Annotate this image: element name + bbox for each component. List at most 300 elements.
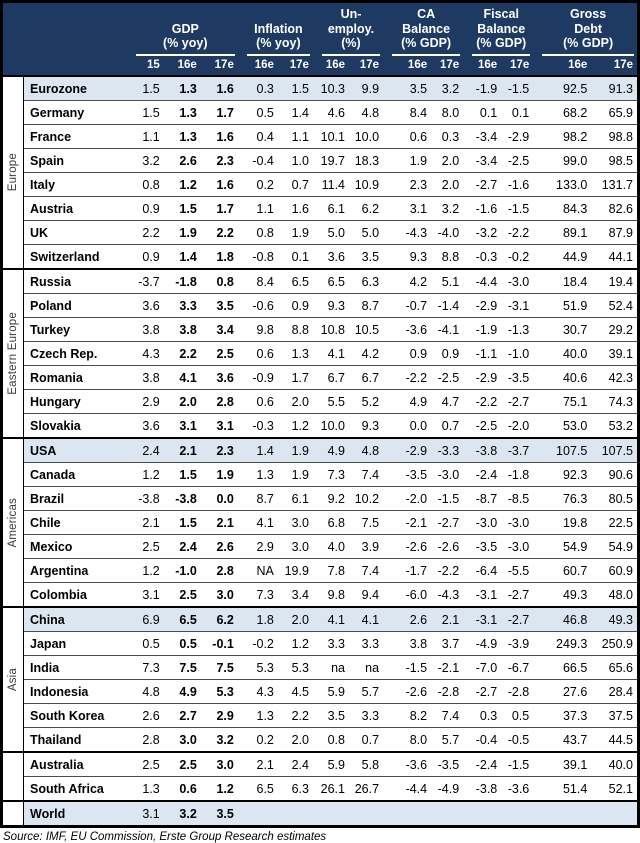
value-cell: 3.1 [201,414,238,439]
value-cell: -2.5 [463,414,501,439]
value-cell: 0.3 [463,704,501,728]
value-cell: -1.5 [431,487,463,511]
table-row [2,728,639,753]
year-corner [2,56,127,76]
value-cell: 39.1 [591,342,638,366]
value-cell: 22.5 [591,511,638,535]
value-cell: -2.7 [463,680,501,704]
value-cell: 3.2 [431,76,463,101]
value-cell: 1.2 [127,463,164,487]
value-cell: -3.9 [501,632,533,656]
value-cell: -4.4 [463,269,501,294]
table-row [2,76,639,101]
value-cell: 1.9 [278,438,313,463]
value-cell: 1.4 [164,245,201,270]
value-cell: 3.5 [313,704,349,728]
value-cell: 3.5 [349,245,383,270]
col-group-label-line: Fiscal [483,6,519,21]
value-cell: 2.9 [127,390,164,414]
table-row [2,366,639,390]
value-cell: 8.7 [238,487,278,511]
value-cell: 3.0 [164,728,201,753]
value-cell: 0.6 [238,342,278,366]
value-cell: 3.3 [164,294,201,318]
value-cell: 3.4 [278,583,313,608]
value-cell: 1.4 [278,101,313,125]
value-cell: 5.8 [349,752,383,777]
value-cell: -2.5 [501,149,533,173]
col-group-label-line: employ. [327,21,375,36]
value-cell: 3.7 [431,632,463,656]
table-row [2,777,639,802]
region-label-cell [2,752,24,801]
value-cell: 53.2 [591,414,638,439]
year-label: 16e [164,56,201,76]
value-cell: -3.5 [501,366,533,390]
value-cell: 9.4 [349,583,383,608]
value-cell: -7.0 [463,656,501,680]
country-cell: Austria [24,197,127,221]
value-cell: 0.8 [201,269,238,294]
value-cell: 1.7 [201,101,238,125]
country-cell: Romania [24,366,127,390]
value-cell: 107.5 [533,438,591,463]
value-cell: -0.3 [463,245,501,270]
value-cell: 30.7 [533,318,591,342]
col-group-label-line: Balance [477,21,526,36]
value-cell: 3.6 [313,245,349,270]
value-cell: 10.8 [313,318,349,342]
value-cell: 49.3 [591,607,638,632]
value-cell: -3.4 [463,125,501,149]
value-cell: 1.2 [278,632,313,656]
value-cell: 3.1 [383,197,431,221]
country-cell: Argentina [24,559,127,583]
value-cell: 6.2 [349,197,383,221]
value-cell: 37.3 [533,704,591,728]
value-cell: 19.9 [278,559,313,583]
value-cell: 0.5 [164,632,201,656]
value-cell: -3.5 [383,463,431,487]
value-cell: 3.8 [127,318,164,342]
value-cell: -3.0 [431,463,463,487]
value-cell: -3.8 [463,438,501,463]
value-cell: 19.7 [313,149,349,173]
value-cell: -2.6 [431,535,463,559]
value-cell: 89.1 [533,221,591,245]
value-cell: 4.3 [127,342,164,366]
value-cell: 2.1 [127,511,164,535]
value-cell: 40.6 [533,366,591,390]
value-cell: 3.9 [349,535,383,559]
value-cell: 9.3 [313,294,349,318]
value-cell: 4.5 [278,680,313,704]
value-cell: 2.0 [278,607,313,632]
value-cell: 3.0 [278,535,313,559]
country-cell: Indonesia [24,680,127,704]
year-header-row [2,56,639,76]
value-cell: 53.0 [533,414,591,439]
value-cell: 7.8 [313,559,349,583]
value-cell: 1.2 [164,173,201,197]
value-cell: 1.8 [238,607,278,632]
value-cell: 2.2 [278,704,313,728]
value-cell: 19.8 [533,511,591,535]
value-cell: 98.5 [591,149,638,173]
value-cell: 4.6 [313,101,349,125]
region-label: Eastern Europe [7,312,20,395]
value-cell: 80.5 [591,487,638,511]
country-cell: World [24,801,127,827]
value-cell: -2.5 [431,366,463,390]
value-cell: 10.1 [313,125,349,149]
value-cell: 5.1 [431,269,463,294]
value-cell: -1.4 [431,294,463,318]
value-cell: -2.7 [431,511,463,535]
value-cell: 92.3 [533,463,591,487]
value-cell: 0.7 [431,414,463,439]
value-cell: 39.1 [533,752,591,777]
value-cell: -2.8 [431,680,463,704]
value-cell: 0.9 [127,197,164,221]
value-cell: 1.9 [383,149,431,173]
value-cell: 8.4 [238,269,278,294]
col-group-header [238,2,313,57]
value-cell: 10.5 [349,318,383,342]
col-group-label-line: Balance [402,21,451,36]
value-cell: 2.5 [164,752,201,777]
value-cell: -2.1 [383,511,431,535]
value-cell: -2.7 [501,607,533,632]
col-group-label-line: Un- [340,6,362,21]
value-cell: -1.7 [383,559,431,583]
table-row [2,390,639,414]
value-cell: 2.7 [164,704,201,728]
value-cell: NA [238,559,278,583]
value-cell: -6.7 [501,656,533,680]
value-cell: 9.2 [313,487,349,511]
value-cell: 0.0 [201,487,238,511]
value-cell: 3.2 [431,197,463,221]
value-cell: 8.0 [431,101,463,125]
value-cell: 2.3 [201,149,238,173]
value-cell: 8.4 [383,101,431,125]
value-cell: 44.5 [591,728,638,753]
value-cell: 11.4 [313,173,349,197]
value-cell: -0.6 [238,294,278,318]
table-row [2,173,639,197]
value-cell: -4.9 [463,632,501,656]
value-cell: -2.1 [431,656,463,680]
year-label: 16e [313,56,349,76]
value-cell: 5.2 [349,390,383,414]
value-cell: 8.0 [383,728,431,753]
value-cell: -3.1 [463,583,501,608]
value-cell: -3.0 [463,511,501,535]
value-cell: -1.6 [501,173,533,197]
value-cell: 99.0 [533,149,591,173]
year-label: 17e [201,56,238,76]
value-cell: -1.6 [463,197,501,221]
value-cell: 6.2 [201,607,238,632]
value-cell: 2.1 [201,511,238,535]
value-cell: 1.3 [164,76,201,101]
value-cell: -1.8 [164,269,201,294]
value-cell: 1.9 [201,463,238,487]
value-cell: 1.5 [127,76,164,101]
value-cell: -3.7 [501,438,533,463]
value-cell: 1.5 [127,101,164,125]
country-cell: Chile [24,511,127,535]
value-cell: -2.7 [463,173,501,197]
value-cell: 9.8 [313,583,349,608]
value-cell: 1.3 [127,777,164,802]
value-cell: 51.4 [533,777,591,802]
value-cell: 28.4 [591,680,638,704]
value-cell: 1.6 [201,173,238,197]
value-cell: 3.8 [383,632,431,656]
year-label: 15 [127,56,164,76]
value-cell: 10.0 [349,125,383,149]
value-cell: 5.3 [201,680,238,704]
country-cell: Brazil [24,487,127,511]
value-cell: 3.4 [201,318,238,342]
value-cell: 4.0 [313,535,349,559]
value-cell: 3.6 [127,294,164,318]
value-cell: -2.2 [463,390,501,414]
value-cell: -0.4 [238,149,278,173]
value-cell: -0.2 [238,632,278,656]
col-group-label-line: (% yoy) [163,36,208,51]
col-group-label-line: (% yoy) [256,36,301,51]
value-cell: -3.6 [501,777,533,802]
value-cell: 44.9 [533,245,591,270]
country-cell: Canada [24,463,127,487]
value-cell: 0.9 [383,342,431,366]
value-cell: -3.6 [383,318,431,342]
value-cell: 51.9 [533,294,591,318]
country-cell: South Africa [24,777,127,802]
value-cell: 3.6 [127,414,164,439]
value-cell: 5.3 [278,656,313,680]
value-cell: 0.9 [431,342,463,366]
value-cell: 0.9 [127,245,164,270]
value-cell: -6.4 [463,559,501,583]
value-cell: 4.3 [238,680,278,704]
value-cell: -2.4 [463,752,501,777]
table-row [2,414,639,439]
country-cell: India [24,656,127,680]
value-cell: 2.5 [164,583,201,608]
value-cell: 1.5 [278,76,313,101]
value-cell: 2.9 [238,535,278,559]
value-cell: 2.3 [383,173,431,197]
value-cell: -4.9 [431,777,463,802]
value-cell: -2.2 [501,221,533,245]
value-cell: 91.3 [591,76,638,101]
value-cell: 26.1 [313,777,349,802]
value-cell: 2.8 [127,728,164,753]
value-cell: -1.9 [463,76,501,101]
value-cell: 4.1 [313,607,349,632]
value-cell [383,801,431,827]
value-cell: 4.7 [431,390,463,414]
value-cell [463,801,501,827]
value-cell: 54.9 [591,535,638,559]
value-cell: 4.1 [164,366,201,390]
country-cell: China [24,607,127,632]
value-cell: 42.3 [591,366,638,390]
value-cell: 0.6 [164,777,201,802]
value-cell: -2.9 [383,438,431,463]
value-cell: 1.3 [164,125,201,149]
value-cell: 98.8 [591,125,638,149]
value-cell: 3.1 [127,583,164,608]
country-cell: France [24,125,127,149]
value-cell: 2.5 [127,535,164,559]
value-cell: -3.5 [431,752,463,777]
value-cell: 40.0 [533,342,591,366]
value-cell: -2.7 [501,390,533,414]
table-row [2,101,639,125]
value-cell: 0.8 [313,728,349,753]
value-cell: 1.8 [201,245,238,270]
value-cell: 2.4 [278,752,313,777]
value-cell: -1.5 [501,76,533,101]
value-cell: 52.1 [591,777,638,802]
value-cell: -4.3 [431,583,463,608]
year-label: 16e [238,56,278,76]
source-note: Source: IMF, EU Commission, Erste Group Research estimates [3,831,327,843]
table-row [2,511,639,535]
value-cell: -3.8 [463,777,501,802]
value-cell: 7.5 [349,511,383,535]
value-cell: -5.5 [501,559,533,583]
value-cell [349,801,383,827]
value-cell: 1.2 [201,777,238,802]
value-cell: 0.2 [238,728,278,753]
value-cell: 66.5 [533,656,591,680]
value-cell: 1.3 [164,101,201,125]
country-cell: Spain [24,149,127,173]
value-cell: 44.1 [591,245,638,270]
value-cell: 10.3 [313,76,349,101]
value-cell: 1.4 [238,438,278,463]
value-cell: -4.0 [431,221,463,245]
value-cell: 19.4 [591,269,638,294]
table-row [2,752,639,777]
value-cell: -2.6 [383,680,431,704]
value-cell: 1.1 [238,197,278,221]
value-cell: 8.8 [278,318,313,342]
value-cell: 3.3 [349,632,383,656]
value-cell: 1.3 [238,463,278,487]
table-row [2,607,639,632]
value-cell: 250.9 [591,632,638,656]
value-cell: -4.3 [383,221,431,245]
value-cell: 75.1 [533,390,591,414]
table-row [2,438,639,463]
value-cell: 27.6 [533,680,591,704]
country-cell: Russia [24,269,127,294]
value-cell: na [313,656,349,680]
value-cell: 54.9 [533,535,591,559]
country-cell: Hungary [24,390,127,414]
value-cell: 131.7 [591,173,638,197]
country-cell: Poland [24,294,127,318]
value-cell: 98.2 [533,125,591,149]
value-cell: -1.5 [501,197,533,221]
value-cell: 2.2 [127,221,164,245]
table-row [2,656,639,680]
value-cell: 2.1 [431,607,463,632]
value-cell: 2.9 [201,704,238,728]
value-cell: 1.7 [278,366,313,390]
region-label-cell [2,438,24,607]
table-row [2,704,639,728]
value-cell: 249.3 [533,632,591,656]
value-cell: 2.0 [164,390,201,414]
region-label-cell [2,801,24,827]
value-cell: 3.2 [127,149,164,173]
col-group-label-line: CA [417,6,436,21]
value-cell: 49.3 [533,583,591,608]
year-label: 17e [591,56,638,76]
value-cell: 5.3 [238,656,278,680]
value-cell: -2.2 [383,366,431,390]
value-cell: 0.1 [501,101,533,125]
value-cell: -1.0 [501,342,533,366]
col-group-header [383,2,463,57]
value-cell [501,801,533,827]
value-cell: 2.0 [431,149,463,173]
value-cell: -1.9 [463,318,501,342]
table-row [2,801,639,827]
value-cell: na [349,656,383,680]
value-cell [278,801,313,827]
value-cell: -8.5 [501,487,533,511]
value-cell: -3.8 [164,487,201,511]
value-cell: 9.3 [383,245,431,270]
table-header [2,2,639,77]
value-cell: -2.2 [431,559,463,583]
value-cell: -2.0 [501,414,533,439]
value-cell: 18.4 [533,269,591,294]
value-cell: -2.9 [463,294,501,318]
value-cell [591,801,638,827]
value-cell: 3.5 [201,801,238,827]
value-cell: 1.2 [127,559,164,583]
region-label-cell [2,607,24,752]
year-label: 17e [349,56,383,76]
value-cell: 3.3 [313,632,349,656]
country-cell: Germany [24,101,127,125]
value-cell: 8.7 [349,294,383,318]
table-row [2,680,639,704]
value-cell: 0.4 [238,125,278,149]
value-cell: 2.2 [164,342,201,366]
value-cell: 4.9 [383,390,431,414]
country-cell: Japan [24,632,127,656]
value-cell: 1.6 [278,197,313,221]
value-cell: 7.3 [238,583,278,608]
value-cell: 3.0 [201,752,238,777]
col-group-label-line: (% GDP) [476,36,527,51]
value-cell: -0.8 [238,245,278,270]
value-cell: 4.9 [313,438,349,463]
value-cell: 1.9 [164,221,201,245]
value-cell: 1.1 [278,125,313,149]
